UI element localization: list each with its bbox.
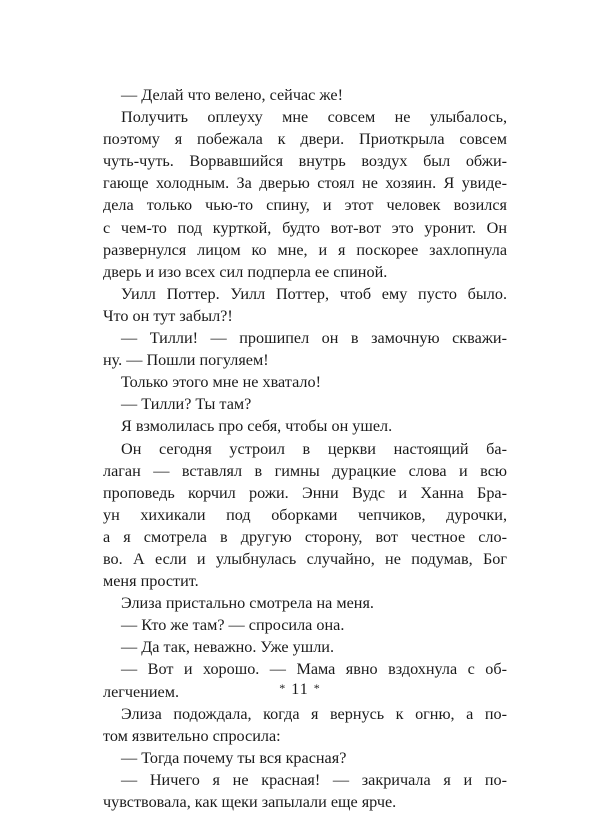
text-line: Элиза пристально смотрела на меня. [121, 594, 374, 613]
text-line: во. А если и улыбнулась случайно, не подумав, Бог [103, 549, 507, 568]
text-line: развернулся лицом ко мне, и я поскорее захлопнула [103, 240, 507, 259]
text-line: Уилл Поттер. Уилл Поттер, чтоб ему пусто было. [121, 284, 507, 303]
text-line: — Тилли! — прошипел он в замочную скважи- [121, 329, 507, 348]
text-line: лаган — вставлял в гимны дурацкие слова и всю [103, 461, 507, 480]
text-line: — Делай что велено, сейчас же! [121, 86, 343, 104]
text-line: дела только чью-то спину, и этот человек возился [103, 196, 507, 215]
text-line: гающе холодным. За дверью стоял не хозяин. Я увиде- [103, 174, 507, 193]
text-line: — Тогда почему ты вся красная? [121, 748, 347, 767]
text-line: поэтому я побежала к двери. Приоткрыла совсем [103, 130, 507, 149]
text-line: — Кто же там? — спросила она. [121, 616, 345, 635]
text-line: ну. — Пошли погуляем! [103, 351, 269, 370]
star-ornament-right: * [313, 681, 321, 695]
text-line: — Ничего я не красная! — закричала я и по- [121, 770, 507, 789]
page-text [103, 84, 507, 813]
text-line: Я взмолилась про себя, чтобы он ушел. [121, 417, 393, 436]
text-line: чуть-чуть. Ворвавшийся внутрь воздух был обжи- [103, 152, 507, 171]
text-line: с чем-то под курткой, будто вот-вот это уронит. Он [103, 218, 507, 237]
page-number: 11 [291, 681, 309, 698]
text-line: а я смотрела в другую сторону, вот честное сло- [103, 527, 507, 546]
text-line: Что он тут забыл?! [103, 306, 233, 325]
star-ornament-left: * [279, 681, 287, 695]
text-line: Получить оплеуху мне совсем не улыбалось, [121, 108, 507, 127]
text-line: — Тилли? Ты там? [121, 395, 252, 414]
text-line: чувствовала, как щеки запылали еще ярче. [103, 793, 397, 811]
text-line: Он сегодня устроил в церкви настоящий ба- [121, 439, 507, 458]
text-line: легчением. [103, 682, 180, 701]
text-line: проповедь корчил рожи. Энни Вудс и Ханна Бра- [103, 483, 507, 502]
text-line: ун хихикали под оборками чепчиков, дурочки, [103, 505, 507, 524]
text-line: — Вот и хорошо. — Мама явно вздохнула с об- [121, 660, 507, 679]
text-line: — Да так, неважно. Уже ушли. [121, 638, 335, 657]
page-footer [0, 681, 600, 699]
text-line: меня простит. [103, 572, 199, 591]
text-line: Элиза подождала, когда я вернусь к огню, а по- [121, 704, 507, 723]
text-line: Только этого мне не хватало! [121, 373, 321, 392]
text-line: том язвительно спросила: [103, 726, 281, 745]
text-line: дверь и изо всех сил подперла ее спиной. [103, 262, 388, 281]
